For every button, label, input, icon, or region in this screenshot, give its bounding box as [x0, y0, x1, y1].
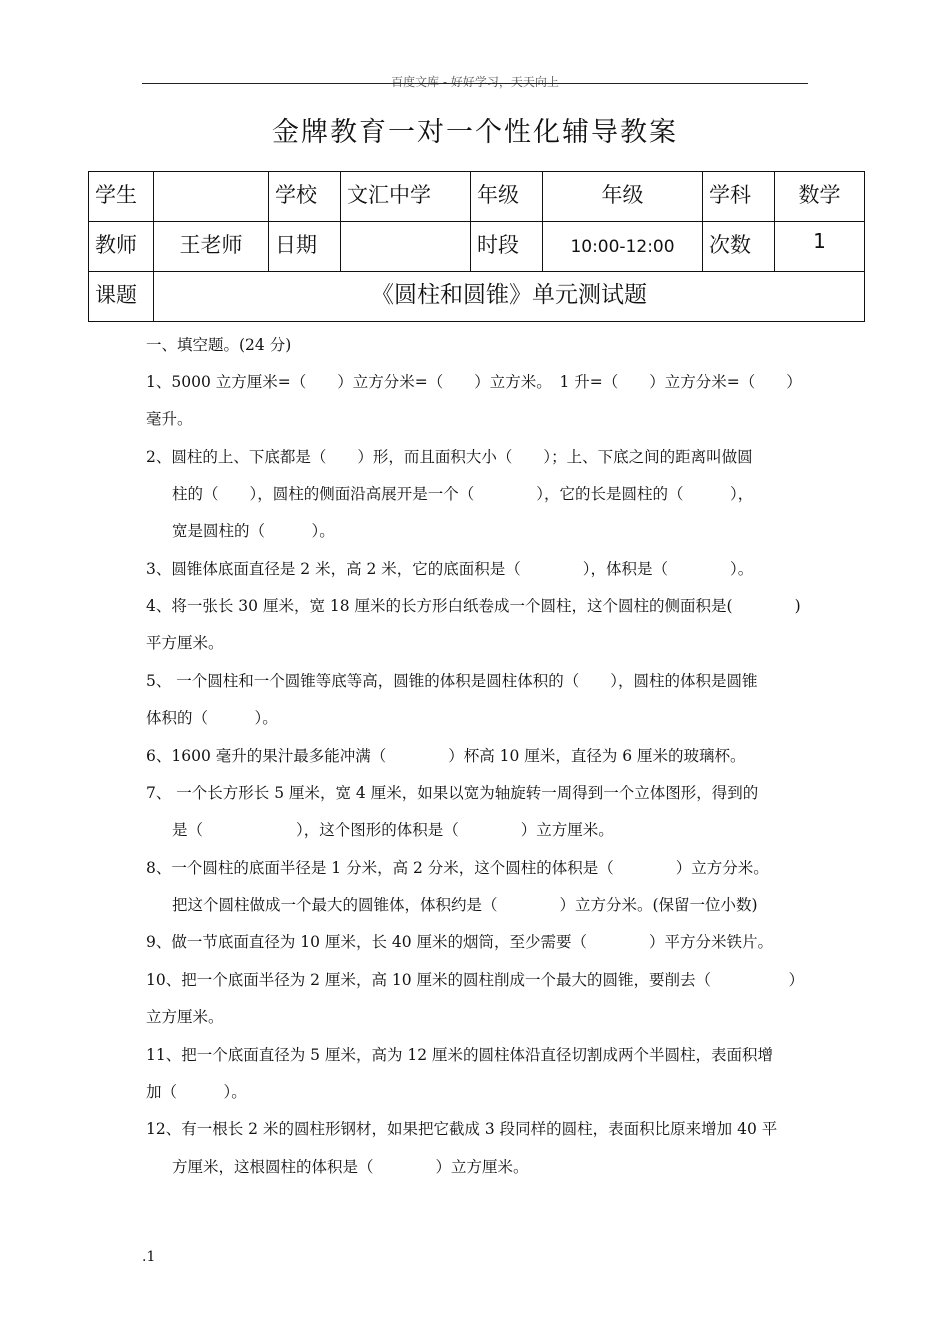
period-value: 10:00-12:00: [543, 222, 703, 272]
table-row: [89, 172, 865, 222]
topic-label: 课题: [89, 272, 154, 322]
student-label: 学生: [89, 172, 154, 222]
question-line: 12、有一根长 2 米的圆柱形钢材，如果把它截成 3 段同样的圆柱，表面积比原来增加 40 平: [146, 1120, 778, 1138]
page-number: .1: [142, 1249, 156, 1265]
question-line: 10、把一个底面半径为 2 厘米，高 10 厘米的圆柱削成一个最大的圆锥，要削去（ ）: [146, 971, 805, 989]
question-line: 8、一个圆柱的底面半径是 1 分米，高 2 分米，这个圆柱的体积是（ ）立方分米。: [146, 859, 769, 877]
question-line: 柱的（ ），圆柱的侧面沿高展开是一个（ ），它的长是圆柱的（ ），: [172, 485, 754, 503]
date-label: 日期: [269, 222, 341, 272]
header-divider: [142, 83, 808, 84]
question-line: 9、做一节底面直径为 10 厘米，长 40 厘米的烟筒，至少需要（ ）平方分米铁片。: [146, 933, 774, 951]
school-label: 学校: [269, 172, 341, 222]
question-line: 是（ ），这个图形的体积是（ ）立方厘米。: [172, 821, 614, 839]
period-label: 时段: [471, 222, 543, 272]
question-line: 宽是圆柱的（ ）。: [172, 522, 335, 540]
count-value: 1: [775, 222, 865, 272]
lesson-info-table: [88, 171, 865, 322]
document-title: 金牌教育一对一个性化辅导教案: [272, 117, 678, 148]
question-line: 体积的（ ）。: [146, 709, 278, 727]
question-line: 把这个圆柱做成一个最大的圆锥体，体积约是（ ）立方分米。(保留一位小数): [172, 896, 758, 914]
question-line: 毫升。: [146, 410, 193, 428]
subject-label: 学科: [703, 172, 775, 222]
question-line: 11、把一个底面直径为 5 厘米，高为 12 厘米的圆柱体沿直径切割成两个半圆柱，表面积增: [146, 1046, 774, 1064]
table-row: [89, 222, 865, 272]
date-value: [341, 222, 471, 272]
question-line: 立方厘米。: [146, 1008, 224, 1026]
grade-value: 年级: [543, 172, 703, 222]
question-line: 6、1600 毫升的果汁最多能冲满（ ）杯高 10 厘米，直径为 6 厘米的玻璃杯。: [146, 747, 746, 765]
section-heading: 一、填空题。(24 分): [146, 336, 292, 354]
question-line: 3、圆锥体底面直径是 2 米，高 2 米，它的底面积是（ ），体积是（ ）。: [146, 560, 754, 578]
question-line: 7、 一个长方形长 5 厘米，宽 4 厘米，如果以宽为轴旋转一周得到一个立体图形，得到的: [146, 784, 759, 802]
topic-value: 《圆柱和圆锥》单元测试题: [154, 272, 865, 322]
question-line: 4、将一张长 30 厘米，宽 18 厘米的长方形白纸卷成一个圆柱，这个圆柱的侧面积是( ): [146, 597, 801, 615]
teacher-label: 教师: [89, 222, 154, 272]
teacher-value: 王老师: [154, 222, 269, 272]
page-header-text: 百度文库 - 好好学习，天天向上: [391, 75, 559, 89]
question-line: 平方厘米。: [146, 634, 224, 652]
question-line: 2、圆柱的上、下底都是（ ）形，而且面积大小（ ）；上、下底之间的距离叫做圆: [146, 448, 753, 466]
table-row: [89, 272, 865, 322]
school-value: 文汇中学: [341, 172, 471, 222]
question-line: 加（ ）。: [146, 1083, 247, 1101]
student-value: [154, 172, 269, 222]
count-label: 次数: [703, 222, 775, 272]
subject-value: 数学: [775, 172, 865, 222]
question-line: 方厘米，这根圆柱的体积是（ ）立方厘米。: [172, 1158, 529, 1176]
question-line: 1、5000 立方厘米=（ ）立方分米=（ ）立方米。 1 升=（ ）立方分米=（ ）: [146, 373, 802, 391]
question-line: 5、 一个圆柱和一个圆锥等底等高，圆锥的体积是圆柱体积的（ ），圆柱的体积是圆锥: [146, 672, 758, 690]
grade-label: 年级: [471, 172, 543, 222]
